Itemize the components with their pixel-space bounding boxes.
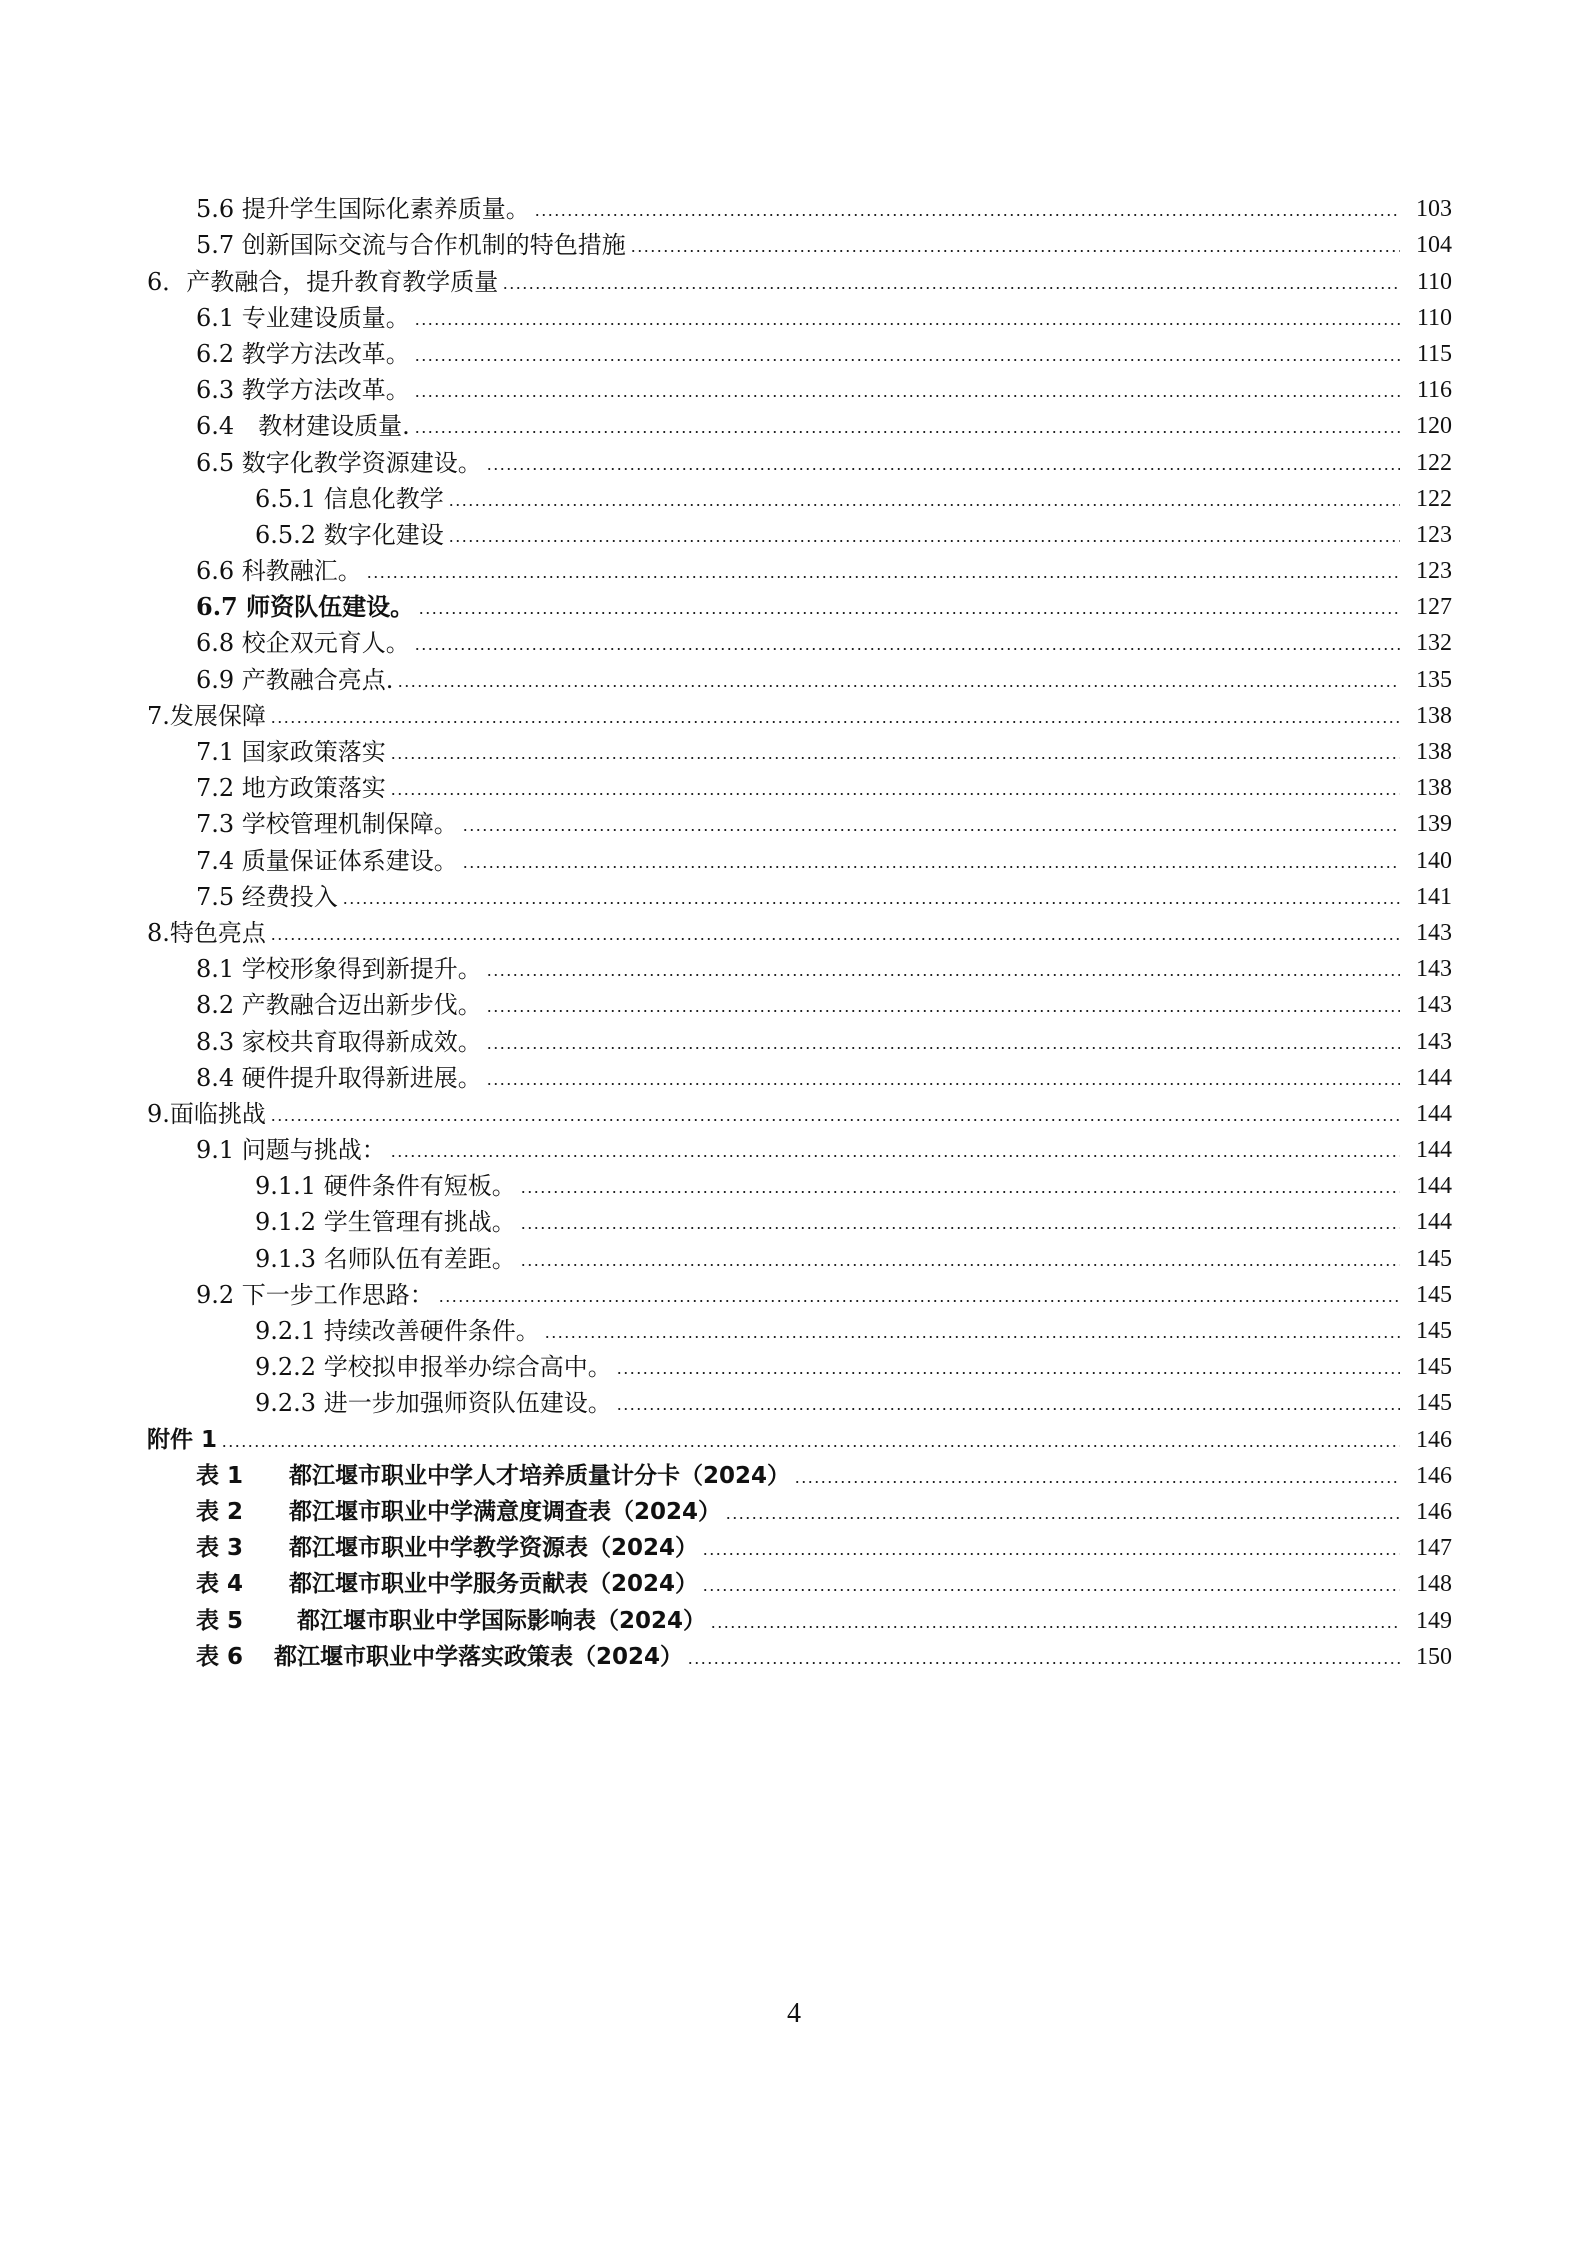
toc-entry-page: 144 [1416, 1137, 1452, 1164]
toc-entry-title: 8.特色亮点 [147, 918, 266, 947]
toc-entry-title: 6.9 产教融合亮点. [196, 665, 394, 694]
toc-entry[interactable] [0, 187, 1452, 223]
toc-entry-title: 9.1.1 硬件条件有短板。 [255, 1172, 516, 1201]
toc-leader-dots [486, 1047, 1400, 1049]
toc-entry[interactable] [0, 766, 1452, 802]
toc-entry-page: 148 [1416, 1571, 1452, 1598]
toc-entry[interactable] [0, 1454, 1452, 1490]
toc-entry-page: 149 [1416, 1607, 1452, 1634]
toc-leader-dots [486, 468, 1400, 470]
toc-entry-title: 6.7 师资队伍建设。 [196, 592, 415, 622]
toc-entry[interactable] [0, 1635, 1452, 1671]
toc-leader-dots [520, 1264, 1400, 1266]
toc-leader-dots [221, 1445, 1400, 1447]
toc-entry[interactable] [0, 1417, 1452, 1453]
toc-entry[interactable] [0, 1562, 1452, 1598]
toc-entry[interactable] [0, 585, 1452, 621]
toc-entry[interactable] [0, 730, 1452, 766]
toc-entry-page: 144 [1416, 1100, 1452, 1127]
toc-entry-title: 7.2 地方政策落实 [196, 774, 386, 803]
toc-entry-title: 7.1 国家政策落实 [196, 738, 386, 766]
toc-entry-title: 表 4 都江堰市职业中学服务贡献表（2024） [196, 1571, 699, 1598]
toc-entry-title: 6.8 校企双元育人。 [196, 629, 410, 658]
toc-entry-page: 145 [1416, 1318, 1452, 1344]
toc-leader-dots [502, 287, 1400, 289]
toc-leader-dots [486, 1010, 1400, 1012]
toc-entry-page: 144 [1416, 1209, 1452, 1236]
toc-entry[interactable] [0, 259, 1452, 295]
toc-leader-dots [270, 1119, 1400, 1121]
toc-entry-page: 144 [1416, 1064, 1452, 1091]
toc-entry[interactable] [0, 802, 1452, 838]
toc-entry-page: 138 [1416, 775, 1452, 802]
toc-entry-title: 7.5 经费投入 [196, 882, 338, 911]
toc-leader-dots [390, 793, 1400, 795]
toc-entry[interactable] [0, 1309, 1452, 1345]
toc-entry-page: 127 [1416, 594, 1452, 621]
toc-entry[interactable] [0, 1345, 1452, 1381]
toc-entry-title: 9.1 问题与挑战： [196, 1136, 386, 1165]
toc-entry-page: 138 [1416, 739, 1452, 765]
toc-entry-title: 6.6 科教融汇。 [196, 557, 362, 586]
toc-leader-dots [270, 721, 1400, 723]
toc-entry-page: 145 [1416, 1390, 1452, 1417]
toc-entry-page: 110 [1416, 304, 1452, 331]
toc-entry-page: 110 [1416, 268, 1452, 295]
toc-entry-page: 147 [1416, 1535, 1452, 1562]
toc-entry-title: 表 1 都江堰市职业中学人才培养质量计分卡（2024） [196, 1462, 791, 1489]
toc-leader-dots [616, 1372, 1400, 1374]
toc-entry[interactable] [0, 477, 1452, 513]
page-number: 4 [787, 1998, 801, 2029]
toc-entry-title: 9.面临挑战 [147, 1099, 266, 1128]
toc-entry-page: 132 [1416, 630, 1452, 657]
toc-entry-page: 145 [1416, 1354, 1452, 1381]
toc-entry-page: 143 [1416, 919, 1452, 946]
toc-entry-title: 5.7 创新国际交流与合作机制的特色措施 [196, 231, 626, 260]
toc-entry[interactable] [0, 223, 1452, 259]
toc-entry[interactable] [0, 694, 1452, 730]
toc-leader-dots [438, 1300, 1400, 1302]
toc-entry-page: 123 [1416, 558, 1452, 585]
toc-entry[interactable] [0, 621, 1452, 657]
toc-leader-dots [390, 757, 1400, 759]
toc-entry-title: 9.2 下一步工作思路： [196, 1280, 434, 1309]
toc-entry-page: 122 [1416, 449, 1452, 476]
toc-entry-title: 7.3 学校管理机制保障。 [196, 810, 458, 839]
toc-leader-dots [520, 1191, 1400, 1193]
toc-entry[interactable] [0, 513, 1452, 549]
toc-entry[interactable] [0, 1056, 1452, 1092]
toc-entry[interactable] [0, 1019, 1452, 1055]
toc-leader-dots [616, 1408, 1400, 1410]
toc-leader-dots [414, 359, 1400, 361]
toc-leader-dots [702, 1553, 1400, 1555]
toc-entry[interactable] [0, 1598, 1452, 1634]
toc-entry[interactable] [0, 657, 1452, 693]
toc-entry-page: 135 [1416, 666, 1452, 693]
toc-entry[interactable] [0, 1273, 1452, 1309]
toc-entry[interactable] [0, 1381, 1452, 1417]
toc-entry-title: 表 3 都江堰市职业中学教学资源表（2024） [196, 1535, 699, 1562]
toc-entry-page: 145 [1416, 1245, 1452, 1272]
toc-entry-page: 139 [1416, 811, 1452, 838]
toc-entry-page: 143 [1416, 956, 1452, 983]
toc-entry-page: 103 [1416, 196, 1452, 223]
toc-entry[interactable] [0, 332, 1452, 368]
toc-entry[interactable] [0, 1526, 1452, 1562]
toc-entry-page: 116 [1416, 377, 1452, 404]
toc-entry-page: 123 [1416, 521, 1452, 548]
toc-leader-dots [448, 540, 1400, 542]
toc-entry-page: 104 [1416, 232, 1452, 259]
toc-entry[interactable] [0, 838, 1452, 874]
table-of-contents [0, 187, 1588, 1671]
toc-entry[interactable] [0, 404, 1452, 440]
toc-entry[interactable] [0, 875, 1452, 911]
toc-entry[interactable] [0, 1164, 1452, 1200]
toc-leader-dots [520, 1227, 1400, 1229]
toc-entry-title: 6．产教融合，提升教育教学质量 [147, 267, 499, 296]
toc-leader-dots [630, 250, 1400, 252]
toc-leader-dots [486, 1083, 1400, 1085]
toc-entry-title: 附件 1 [147, 1426, 218, 1453]
toc-entry-title: 8.4 硬件提升取得新进展。 [196, 1063, 482, 1092]
toc-entry-page: 143 [1416, 1028, 1452, 1055]
toc-entry-page: 115 [1416, 340, 1452, 367]
toc-entry-title: 7.4 质量保证体系建设。 [196, 846, 458, 875]
toc-leader-dots [414, 323, 1400, 325]
toc-leader-dots [342, 902, 1400, 904]
toc-entry-title: 6.5 数字化教学资源建设。 [196, 448, 482, 477]
toc-entry-title: 5.6 提升学生国际化素养质量。 [196, 195, 530, 224]
toc-leader-dots [397, 685, 1400, 687]
toc-entry-title: 6.4 教材建设质量. [196, 412, 410, 441]
toc-entry-page: 138 [1416, 702, 1452, 729]
toc-entry[interactable] [0, 1128, 1452, 1164]
toc-entry-page: 145 [1416, 1281, 1452, 1308]
toc-entry-title: 9.1.2 学生管理有挑战。 [255, 1208, 516, 1237]
toc-entry[interactable] [0, 440, 1452, 476]
toc-entry-title: 9.2.1 持续改善硬件条件。 [255, 1317, 540, 1345]
toc-entry-page: 150 [1416, 1643, 1452, 1670]
toc-leader-dots [418, 612, 1400, 614]
toc-entry-title: 8.2 产教融合迈出新步伐。 [196, 991, 482, 1020]
toc-entry-page: 146 [1416, 1498, 1452, 1525]
toc-entry-title: 6.2 教学方法改革。 [196, 339, 410, 368]
toc-leader-dots [390, 1155, 1400, 1157]
toc-entry-page: 143 [1416, 992, 1452, 1019]
toc-leader-dots [794, 1481, 1400, 1483]
toc-leader-dots [687, 1662, 1400, 1664]
toc-entry[interactable] [0, 1490, 1452, 1526]
toc-entry-title: 9.1.3 名师队伍有差距。 [255, 1244, 516, 1273]
toc-leader-dots [462, 866, 1400, 868]
toc-entry-title: 9.2.2 学校拟申报举办综合高中。 [255, 1353, 612, 1382]
toc-entry-title: 表 5 都江堰市职业中学国际影响表（2024） [196, 1607, 707, 1634]
toc-leader-dots [725, 1517, 1400, 1519]
toc-entry-title: 表 2 都江堰市职业中学满意度调查表（2024） [196, 1498, 722, 1525]
toc-entry-title: 8.3 家校共育取得新成效。 [196, 1027, 482, 1056]
toc-entry-title: 6.5.2 数字化建设 [255, 520, 444, 549]
toc-entry-page: 146 [1416, 1426, 1452, 1453]
toc-entry[interactable] [0, 947, 1452, 983]
toc-leader-dots [710, 1626, 1400, 1628]
toc-entry-title: 6.5.1 信息化教学 [255, 484, 444, 513]
toc-entry[interactable] [0, 549, 1452, 585]
toc-entry-title: 9.2.3 进一步加强师资队伍建设。 [255, 1389, 612, 1418]
toc-entry[interactable] [0, 368, 1452, 404]
toc-leader-dots [414, 431, 1400, 433]
toc-leader-dots [414, 648, 1400, 650]
toc-entry-title: 6.3 教学方法改革。 [196, 376, 410, 405]
toc-entry[interactable] [0, 296, 1452, 332]
toc-leader-dots [270, 938, 1400, 940]
toc-entry-page: 122 [1416, 485, 1452, 512]
toc-leader-dots [462, 829, 1400, 831]
toc-entry[interactable] [0, 1236, 1452, 1272]
toc-entry-title: 表 6 都江堰市职业中学落实政策表（2024） [196, 1643, 684, 1670]
toc-entry-title: 8.1 学校形象得到新提升。 [196, 955, 482, 984]
toc-leader-dots [534, 214, 1400, 216]
toc-leader-dots [486, 974, 1400, 976]
toc-entry-page: 144 [1416, 1173, 1452, 1200]
toc-entry-title: 6.1 专业建设质量。 [196, 303, 410, 332]
toc-entry-page: 146 [1416, 1462, 1452, 1489]
toc-leader-dots [702, 1589, 1400, 1591]
toc-leader-dots [414, 395, 1400, 397]
toc-entry-page: 140 [1416, 847, 1452, 874]
toc-entry-page: 141 [1416, 883, 1452, 910]
toc-leader-dots [544, 1336, 1400, 1338]
toc-entry[interactable] [0, 983, 1452, 1019]
toc-entry[interactable] [0, 1092, 1452, 1128]
toc-entry[interactable] [0, 911, 1452, 947]
toc-leader-dots [448, 504, 1400, 506]
toc-entry-title: 7.发展保障 [147, 701, 266, 730]
toc-entry[interactable] [0, 1200, 1452, 1236]
toc-entry-page: 120 [1416, 413, 1452, 440]
toc-leader-dots [366, 576, 1400, 578]
